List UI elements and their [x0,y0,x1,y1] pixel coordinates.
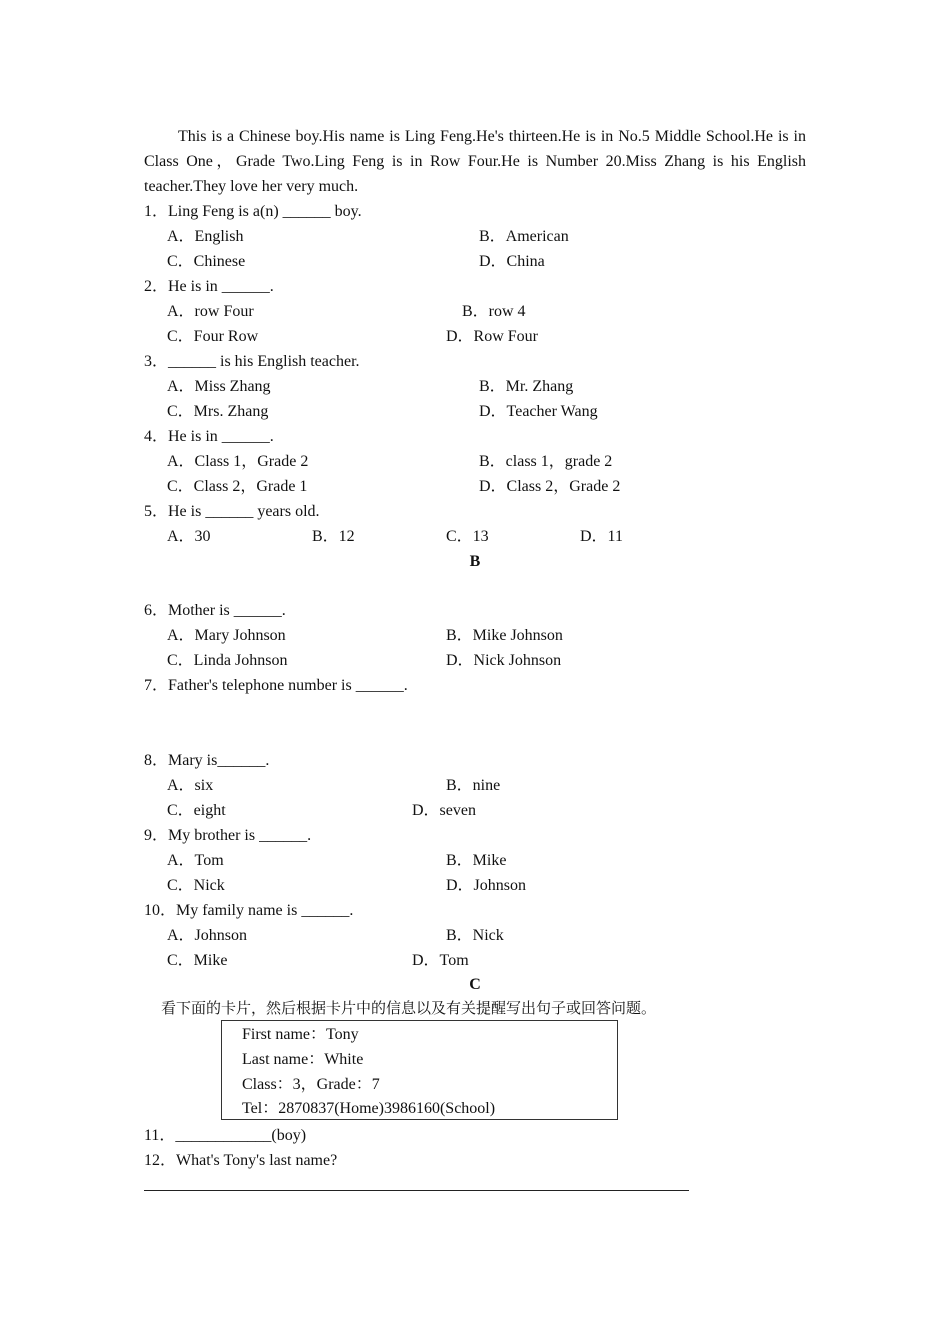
question-6-stem: 6．Mother is ______. [144,602,286,619]
question-3-option-d: D．Teacher Wang [479,403,598,420]
question-1-stem: 1．Ling Feng is a(n) ______ boy. [144,203,362,220]
question-8-option-c: C．eight [167,802,226,819]
question-10-stem: 10．My family name is ______. [144,902,354,919]
question-10-option-a: A．Johnson [167,927,248,944]
question-12: 12．What's Tony's last name? [144,1152,338,1169]
question-9-option-d: D．Johnson [446,877,527,894]
question-3-option-c: C．Mrs. Zhang [167,403,269,420]
question-6-option-a: A．Mary Johnson [167,627,286,644]
section-c-instruction: 看下面的卡片，然后根据卡片中的信息以及有关提醒写出句子或回答问题。 [161,999,657,1017]
card-telephone: Tel：2870837(Home)3986160(School) [242,1100,496,1117]
question-7-stem: 7．Father's telephone number is ______. [144,677,408,694]
question-9-option-a: A．Tom [167,852,224,869]
question-4-option-d: D．Class 2，Grade 2 [479,478,621,495]
question-1-option-b: B．American [479,228,569,245]
question-1-option-c: C．Chinese [167,253,246,270]
question-4-option-a: A．Class 1，Grade 2 [167,453,309,470]
card-class-grade: Class：3，Grade：7 [242,1076,380,1093]
question-2-stem: 2．He is in ______. [144,278,274,295]
question-6-option-c: C．Linda Johnson [167,652,288,669]
reading-passage: This is a Chinese boy.His name is Ling Feng.He's thirteen.He is in No.5 Middle School.He is in Class One，Grade Two.Ling Feng is in Row Four.He is Number 20.Miss Zhang is his English teacher.They love her very much. [144,128,806,195]
question-8-stem: 8．Mary is______. [144,752,270,769]
answer-line [144,1190,689,1191]
question-5-stem: 5．He is ______ years old. [144,503,320,520]
question-2-option-b: B．row 4 [462,303,526,320]
question-4-option-b: B．class 1，grade 2 [479,453,613,470]
question-8-option-a: A．six [167,777,214,794]
question-10-option-c: C．Mike [167,952,228,969]
question-2-option-c: C．Four Row [167,328,259,345]
question-9-option-c: C．Nick [167,877,225,894]
question-4-stem: 4．He is in ______. [144,428,274,445]
question-9-option-b: B．Mike [446,852,507,869]
question-5-option-c: C．13 [446,528,489,545]
section-b-heading: B [469,553,481,570]
question-3-option-a: A．Miss Zhang [167,378,271,395]
question-2-option-d: D．Row Four [446,328,539,345]
question-6-option-d: D．Nick Johnson [446,652,562,669]
question-3-option-b: B．Mr. Zhang [479,378,574,395]
question-4-option-c: C．Class 2，Grade 1 [167,478,308,495]
question-3-stem: 3．______ is his English teacher. [144,353,360,370]
question-5-option-b: B．12 [312,528,355,545]
question-1-option-a: A．English [167,228,244,245]
question-10-option-d: D．Tom [412,952,469,969]
info-card [221,1020,618,1120]
section-c-heading: C [469,976,481,993]
card-last-name: Last name：White [242,1051,364,1068]
question-8-option-b: B．nine [446,777,501,794]
question-5-option-d: D．11 [580,528,623,545]
question-11: 11．____________(boy) [144,1127,307,1144]
question-6-option-b: B．Mike Johnson [446,627,563,644]
question-2-option-a: A．row Four [167,303,254,320]
question-1-option-d: D．China [479,253,545,270]
card-first-name: First name：Tony [242,1026,359,1043]
question-9-stem: 9．My brother is ______. [144,827,312,844]
question-8-option-d: D．seven [412,802,476,819]
question-5-option-a: A．30 [167,528,211,545]
question-10-option-b: B．Nick [446,927,504,944]
